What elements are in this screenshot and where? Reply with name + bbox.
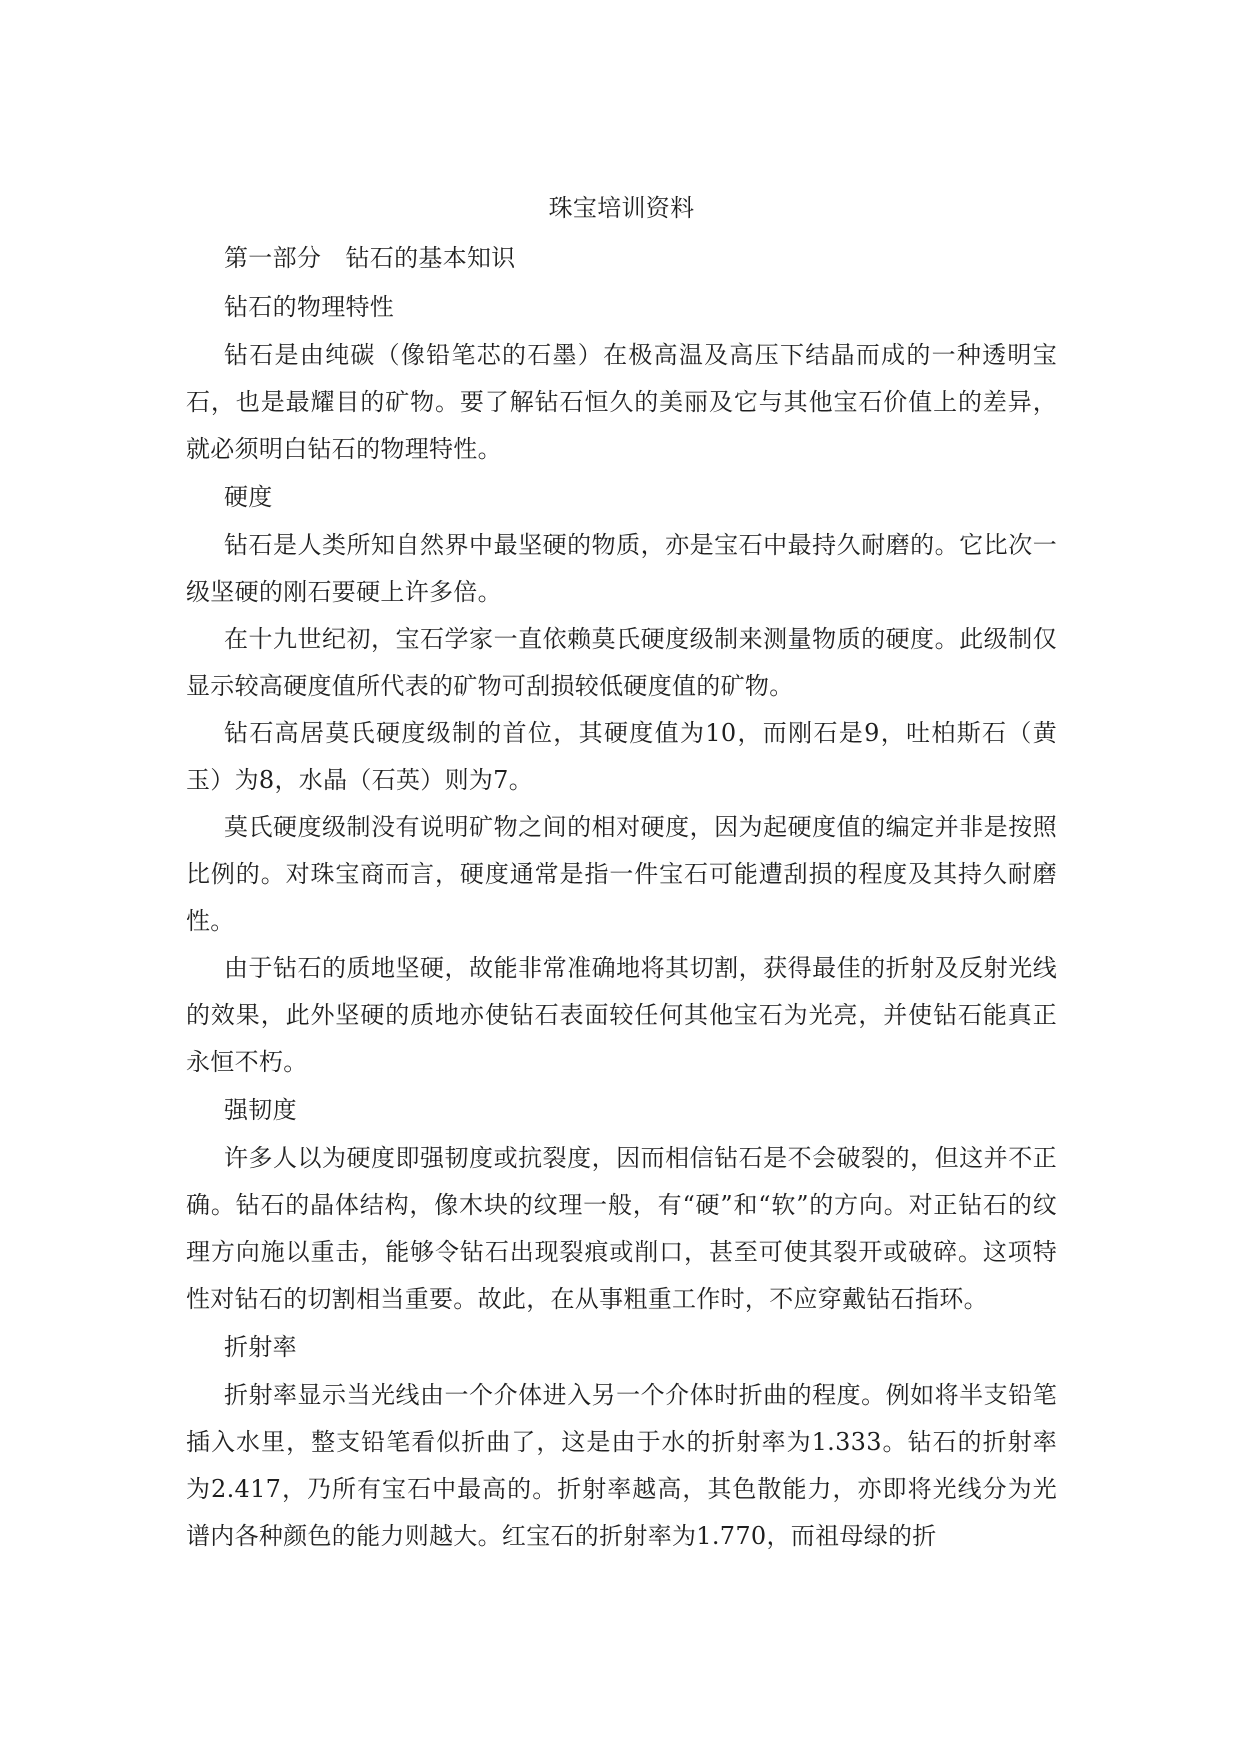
hardness-paragraph: 莫氏硬度级制没有说明矿物之间的相对硬度，因为起硬度值的编定并非是按照比例的。对珠宝商而言，硬度通常是指一件宝石可能遭刮损的程度及其持久耐磨性。 xyxy=(186,813,1057,935)
toughness-paragraph: 许多人以为硬度即强韧度或抗裂度，因而相信钻石是不会破裂的，但这并不正确。钻石的晶体结构，像木块的纹理一般，有“硬”和“软”的方向。对正钻石的纹理方向施以重击，能够令钻石出现裂痕或削口，甚至可使其裂开或破碎。这项特性对钻石的切割相当重要。故此，在从事粗重工作时，不应穿戴钻石指环。 xyxy=(186,1144,1057,1313)
hardness-paragraph: 在十九世纪初，宝石学家一直依赖莫氏硬度级制来测量物质的硬度。此级制仅显示较高硬度值所代表的矿物可刮损较低硬度值的矿物。 xyxy=(186,625,1057,700)
hardness-paragraph: 钻石高居莫氏硬度级制的首位，其硬度值为10，而刚石是9，吐柏斯石（黄玉）为8，水晶（石英）则为7。 xyxy=(186,719,1057,794)
hardness-paragraph: 钻石是人类所知自然界中最坚硬的物质，亦是宝石中最持久耐磨的。它比次一级坚硬的刚石要硬上许多倍。 xyxy=(186,531,1057,606)
intro-paragraph: 钻石是由纯碳（像铅笔芯的石墨）在极高温及高压下结晶而成的一种透明宝石，也是最耀目的矿物。要了解钻石恒久的美丽及它与其他宝石价值上的差异，就必须明白钻石的物理特性。 xyxy=(186,341,1057,463)
section-heading: 钻石的物理特性 xyxy=(224,293,395,321)
document-title: 珠宝培训资料 xyxy=(548,194,695,222)
document-body xyxy=(186,185,1057,1560)
refraction-paragraph: 折射率显示当光线由一个介体进入另一个介体时折曲的程度。例如将半支铅笔插入水里，整支铅笔看似折曲了，这是由于水的折射率为1.333。钻石的折射率为2.417，乃所有宝石中最高的。折射率越高，其色散能力，亦即将光线分为光谱内各种颜色的能力则越大。红宝石的折射率为1.770，而祖母绿的折 xyxy=(186,1381,1057,1550)
refraction-heading: 折射率 xyxy=(224,1333,297,1361)
toughness-heading: 强韧度 xyxy=(224,1096,297,1124)
part-heading: 第一部分 钻石的基本知识 xyxy=(224,244,516,272)
hardness-heading: 硬度 xyxy=(224,483,273,511)
hardness-paragraph: 由于钻石的质地坚硬，故能非常准确地将其切割，获得最佳的折射及反射光线的效果，此外坚硬的质地亦使钻石表面较任何其他宝石为光亮，并使钻石能真正永恒不朽。 xyxy=(186,954,1057,1076)
